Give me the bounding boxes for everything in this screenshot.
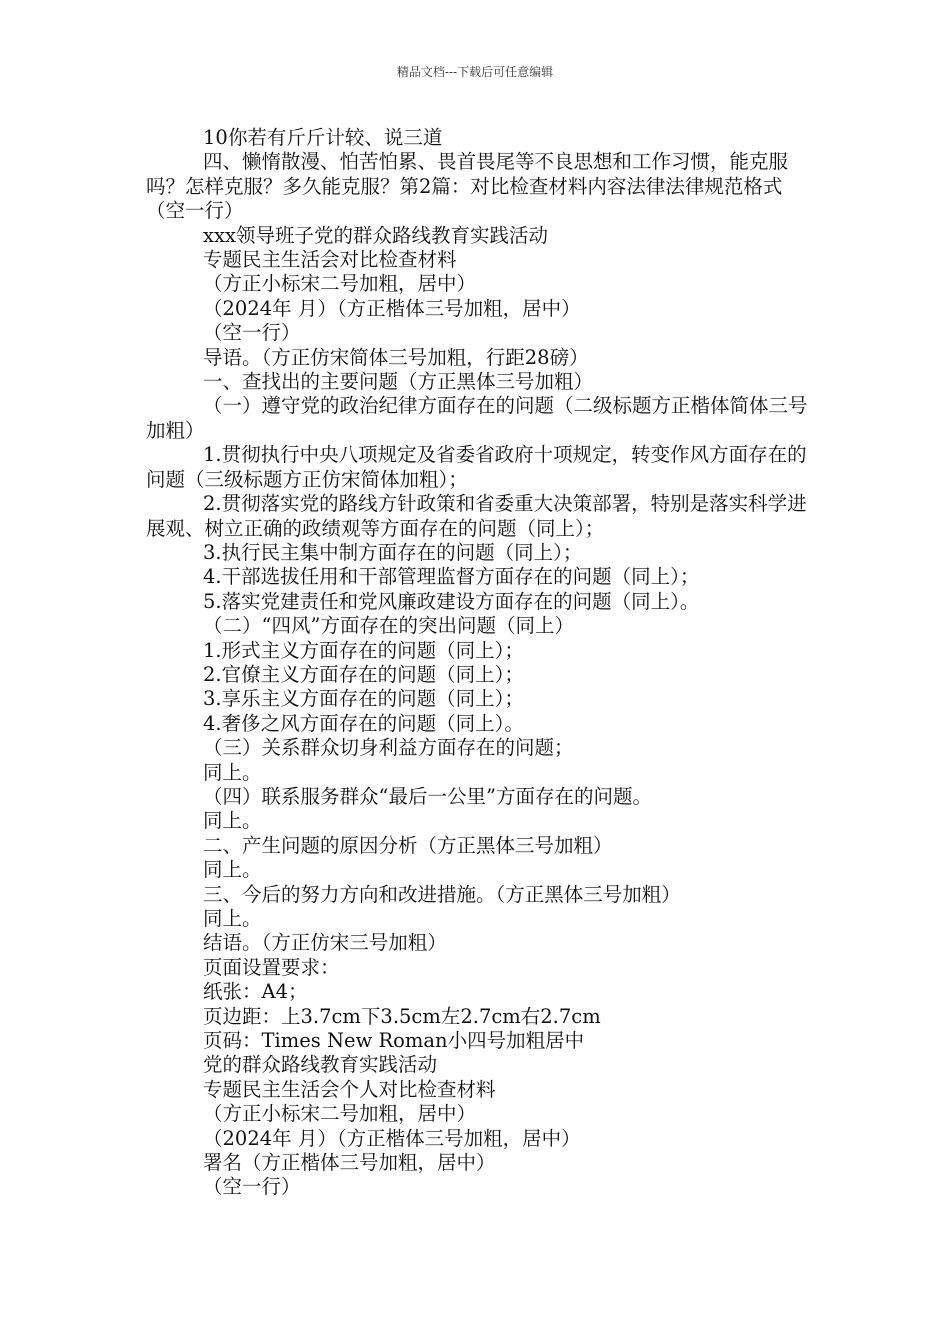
paragraph: 二、产生问题的原因分析（方正黑体三号加粗）: [203, 833, 613, 857]
paragraph: 3.执行民主集中制方面存在的问题（同上）；: [203, 540, 583, 564]
paragraph: 四、懒惰散漫、怕苦怕累、畏首畏尾等不良思想和工作习惯，能克服吗？怎样克服？多久能克服？第2篇：对比检查材料内容法律法律规范格式（空一行）: [146, 150, 789, 223]
document-body: [146, 126, 808, 1200]
paragraph: 同上。: [203, 858, 262, 882]
paragraph: （2024年 月）（方正楷体三号加粗，居中）: [203, 1126, 581, 1150]
paragraph: （二）“四风”方面存在的突出问题（同上）: [203, 614, 574, 638]
paragraph: 10你若有斤斤计较、说三道: [203, 126, 443, 149]
paragraph: 同上。: [203, 760, 262, 784]
paragraph: 2.贯彻落实党的路线方针政策和省委重大决策部署，特别是落实科学进展观、树立正确的政绩观等方面存在的问题（同上）；: [146, 492, 807, 540]
paragraph: 结语。（方正仿宋三号加粗）: [203, 931, 447, 955]
paragraph: xxx领导班子党的群众路线教育实践活动: [203, 223, 548, 247]
paragraph: 2.官僚主义方面存在的问题（同上）；: [203, 662, 524, 686]
paragraph: 3.享乐主义方面存在的问题（同上）；: [203, 687, 524, 711]
paragraph: 纸张：A4；: [203, 980, 308, 1004]
paragraph: （方正小标宋二号加粗，居中）: [203, 1102, 477, 1126]
paragraph: 同上。: [203, 809, 262, 833]
paragraph: 5.落实党建责任和党风廉政建设方面存在的问题（同上）。: [203, 589, 700, 613]
paragraph: 页边距：上3.7cm下3.5cm左2.7cm右2.7cm: [203, 1004, 601, 1028]
paragraph: 署名（方正楷体三号加粗，居中）: [203, 1151, 496, 1175]
paragraph: 专题民主生活会对比检查材料: [203, 248, 457, 272]
paragraph: （2024年 月）（方正楷体三号加粗，居中）: [203, 296, 581, 320]
paragraph: 党的群众路线教育实践活动: [203, 1053, 438, 1077]
paragraph: 4.奢侈之风方面存在的问题（同上）。: [203, 711, 524, 735]
paragraph: （三）关系群众切身利益方面存在的问题；: [203, 736, 574, 760]
paragraph: 一、查找出的主要问题（方正黑体三号加粗）: [203, 370, 594, 394]
paragraph: 1.贯彻执行中央八项规定及省委省政府十项规定，转变作风方面存在的问题（三级标题方正仿宋简体加粗）；: [146, 443, 807, 491]
paragraph: （方正小标宋二号加粗，居中）: [203, 272, 477, 296]
paragraph: 同上。: [203, 907, 262, 930]
paragraph: 1.形式主义方面存在的问题（同上）；: [203, 638, 524, 662]
paragraph: 专题民主生活会个人对比检查材料: [203, 1077, 496, 1101]
paragraph: 导语。（方正仿宋简体三号加粗，行距28磅）: [203, 345, 589, 369]
paragraph: 页面设置要求：: [203, 955, 340, 979]
paragraph: （空一行）: [203, 321, 301, 345]
paragraph: 4.干部选拔任用和干部管理监督方面存在的问题（同上）；: [203, 565, 700, 589]
paragraph: （四）联系服务群众“最后一公里”方面存在的问题。: [203, 784, 652, 808]
paragraph: （空一行）: [203, 1175, 301, 1199]
paragraph: （一）遵守党的政治纪律方面存在的问题（二级标题方正楷体简体三号加粗）: [146, 394, 808, 442]
page-header: 精品文档---下载后可任意编辑: [396, 65, 554, 79]
paragraph: 页码：Times New Roman小四号加粗居中: [203, 1029, 585, 1053]
paragraph: 三、今后的努力方向和改进措施。（方正黑体三号加粗）: [203, 882, 681, 906]
